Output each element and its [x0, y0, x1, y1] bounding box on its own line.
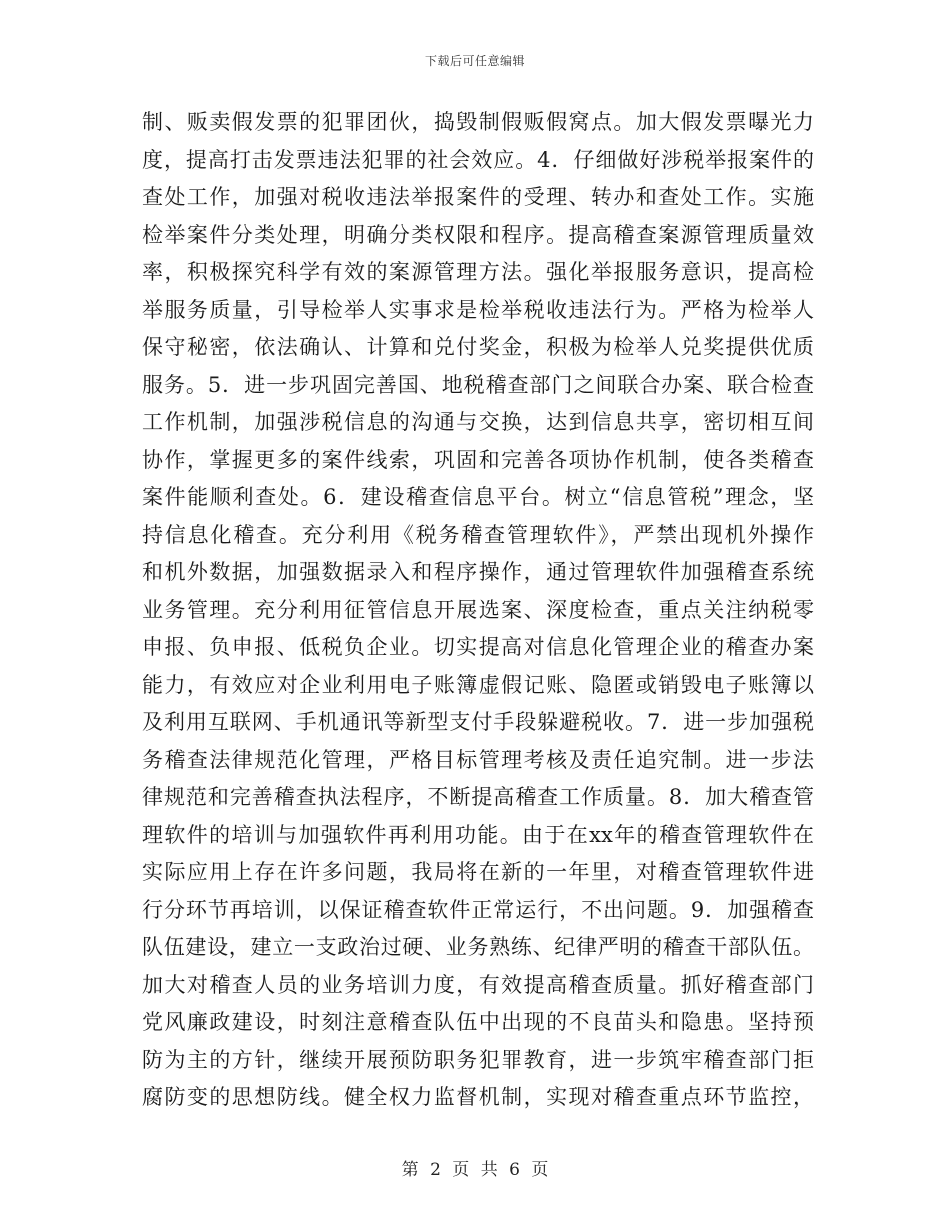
- text-line: 律规范和完善稽查执法程序，不断提高稽查工作质量。8．加大稽查管: [142, 785, 814, 809]
- text-line: 及利用互联网、手机通讯等新型支付手段躲避税收。7．进一步加强税: [142, 710, 814, 734]
- text-line: 防为主的方针，继续开展预防职务犯罪教育，进一步筑牢稽查部门拒: [142, 1047, 814, 1072]
- page-number-footer: 第 2 页 共 6 页: [401, 1160, 549, 1180]
- text-line: 保守秘密，依法确认、计算和兑付奖金，积极为检举人兑奖提供优质: [142, 335, 814, 359]
- text-line: 举服务质量，引导检举人实事求是检举税收违法行为。严格为检举人: [142, 297, 814, 322]
- text-line: 案件能顺利查处。6．建设稽查信息平台。树立“信息管税”理念，坚: [142, 485, 814, 509]
- text-line: 理软件的培训与加强软件再利用功能。由于在xx年的稽查管理软件在: [142, 822, 814, 847]
- text-line: 腐防变的思想防线。健全权力监督机制，实现对稽查重点环节监控，: [142, 1085, 814, 1109]
- text-line: 实际应用上存在许多问题，我局将在新的一年里，对稽查管理软件进: [142, 860, 814, 884]
- text-line: 务稽查法律规范化管理，严格目标管理考核及责任追究制。进一步法: [142, 747, 814, 772]
- text-line: 工作机制，加强涉税信息的沟通与交换，达到信息共享，密切相互间: [142, 410, 814, 434]
- text-line: 制、贩卖假发票的犯罪团伙，捣毁制假贩假窝点。加大假发票曝光力: [142, 110, 814, 134]
- text-line: 服务。5．进一步巩固完善国、地税稽查部门之间联合办案、联合检查: [142, 372, 814, 397]
- text-line: 率，积极探究科学有效的案源管理方法。强化举报服务意识，提高检: [142, 260, 814, 284]
- text-line: 党风廉政建设，时刻注意稽查队伍中出现的不良苗头和隐患。坚持预: [142, 1010, 814, 1034]
- text-line: 查处工作，加强对税收违法举报案件的受理、转办和查处工作。实施: [142, 185, 814, 209]
- text-line: 度，提高打击发票违法犯罪的社会效应。4．仔细做好涉税举报案件的: [142, 147, 814, 172]
- text-line: 能力，有效应对企业利用电子账簿虚假记账、隐匿或销毁电子账簿以: [142, 672, 814, 697]
- text-line: 和机外数据，加强数据录入和程序操作，通过管理软件加强稽查系统: [142, 560, 814, 584]
- text-line: 持信息化稽查。充分利用《税务稽查管理软件》，严禁出现机外操作: [142, 522, 814, 547]
- text-line: 加大对稽查人员的业务培训力度，有效提高稽查质量。抓好稽查部门: [142, 972, 814, 997]
- body-paragraph: [142, 104, 814, 1117]
- page-header-note: 下载后可任意编辑: [424, 54, 525, 68]
- text-line: 业务管理。充分利用征管信息开展选案、深度检查，重点关注纳税零: [142, 597, 814, 622]
- text-line: 协作，掌握更多的案件线索，巩固和完善各项协作机制，使各类稽查: [142, 447, 814, 472]
- text-line: 申报、负申报、低税负企业。切实提高对信息化管理企业的稽查办案: [142, 635, 814, 659]
- text-line: 行分环节再培训，以保证稽查软件正常运行，不出问题。9．加强稽查: [142, 897, 814, 922]
- text-line: 队伍建设，建立一支政治过硬、业务熟练、纪律严明的稽查干部队伍。: [142, 935, 814, 959]
- text-line: 检举案件分类处理，明确分类权限和程序。提高稽查案源管理质量效: [142, 222, 814, 247]
